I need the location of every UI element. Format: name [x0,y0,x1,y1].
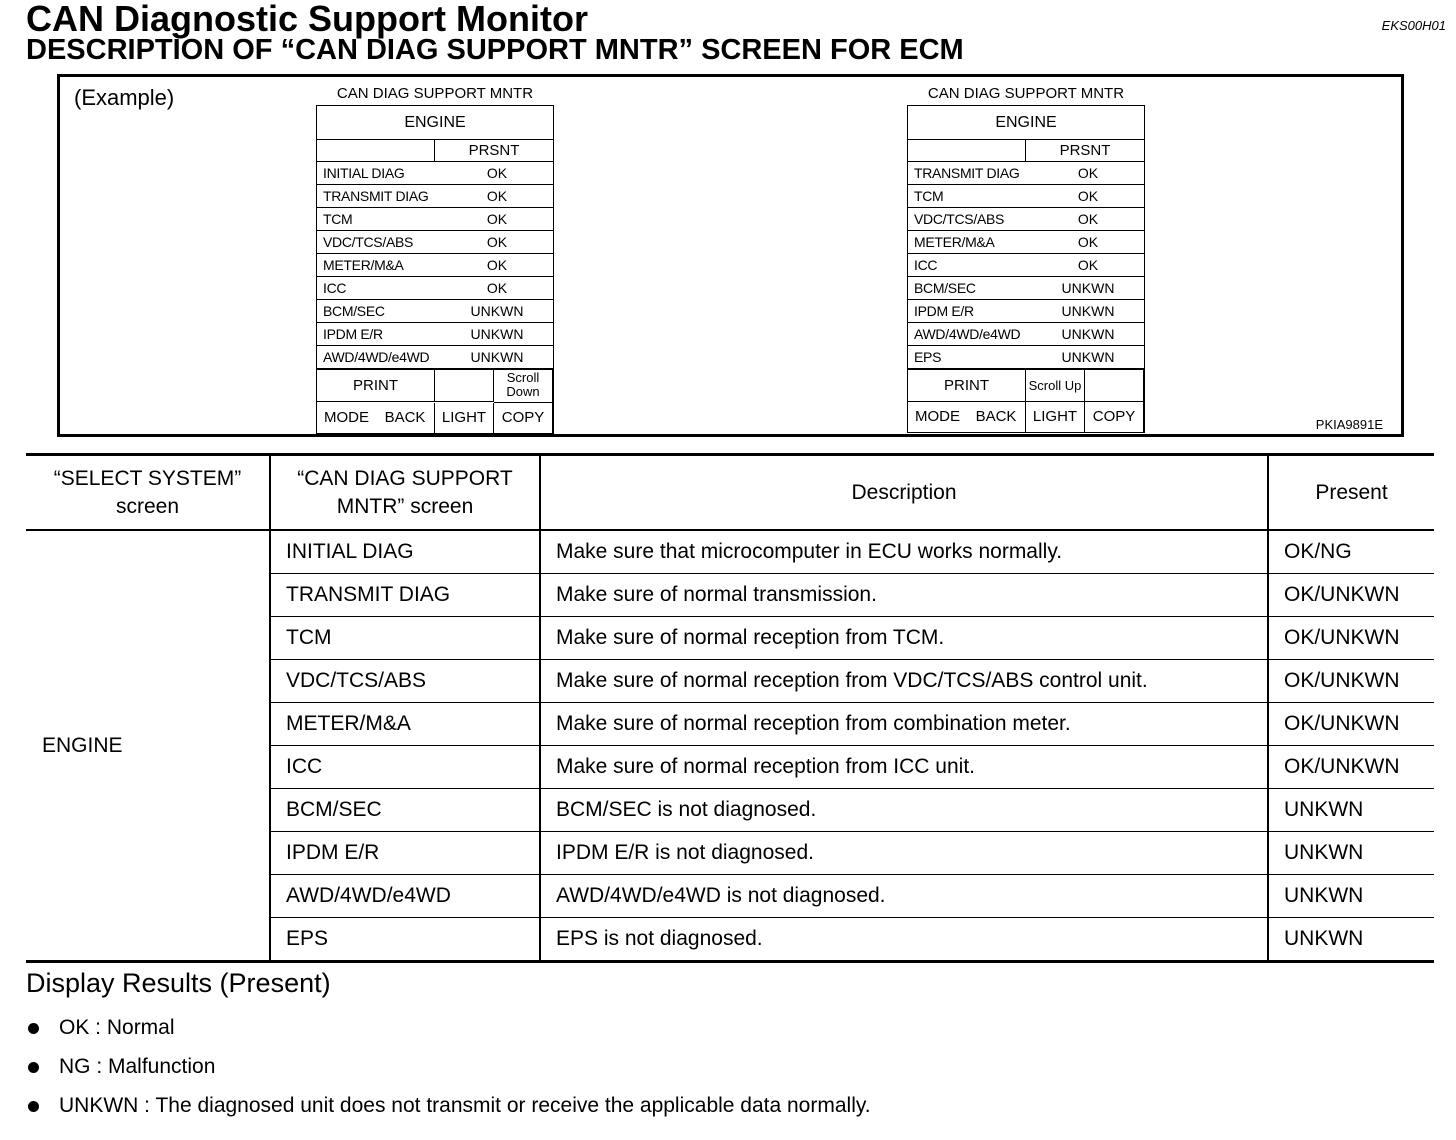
present-cell: UNKWN [1268,832,1434,875]
present-cell: OK/UNKWN [1268,574,1434,617]
row-value: OK [486,280,508,296]
screen-row [908,208,1144,231]
screen-row [317,323,553,346]
row-name: AWD/4WD/e4WD [914,326,1021,342]
print-button[interactable]: PRINT [317,370,435,402]
description-cell: Make sure of normal reception from combination meter. [540,703,1268,746]
row-value: OK [486,234,508,250]
row-name: ICC [914,257,938,273]
back-button[interactable]: BACK [967,402,1026,432]
row-name: VDC/TCS/ABS [914,211,1005,227]
system-cell: ENGINE [26,530,270,962]
legend-item [26,1016,175,1040]
row-name: BCM/SEC [914,280,976,296]
row-value: OK [1077,188,1099,204]
item-cell: TRANSMIT DIAG [270,574,540,617]
row-name: EPS [914,349,942,365]
example-screen-1 [316,83,554,434]
item-cell: EPS [270,918,540,962]
item-cell: BCM/SEC [270,789,540,832]
present-cell: OK/UNKWN [1268,746,1434,789]
bullet-icon [28,1062,39,1073]
screen-body [316,105,554,434]
present-cell: OK/UNKWN [1268,660,1434,703]
screen-buttons [317,370,553,433]
screen-title: CAN DIAG SUPPORT MNTR [336,85,534,102]
screen-row [908,323,1144,346]
light-button[interactable]: LIGHT [1026,402,1085,432]
bullet-icon [28,1101,39,1112]
description-cell: Make sure of normal reception from ICC unit. [540,746,1268,789]
row-value: UNKWN [1061,326,1115,342]
screen-row [908,185,1144,208]
row-name: TRANSMIT DIAG [323,188,429,204]
row-value: OK [486,188,508,204]
screen-row [317,208,553,231]
table-row [26,530,1434,574]
row-name: BCM/SEC [323,303,385,319]
row-value: UNKWN [470,349,524,365]
figure-code: PKIA9891E [1315,417,1383,432]
screen-row [908,231,1144,254]
example-figure [57,74,1404,437]
screen-row [908,300,1144,323]
legend-title: Display Results (Present) [26,968,331,998]
row-name: VDC/TCS/ABS [323,234,414,250]
screen-row [908,277,1144,300]
row-value: UNKWN [1061,303,1115,319]
screen-row [317,254,553,277]
screen-title: CAN DIAG SUPPORT MNTR [927,85,1125,102]
example-screen-2 [907,83,1145,433]
reference-code: EKS00H01 [1381,18,1446,33]
present-cell: UNKWN [1268,875,1434,918]
header-description: Description [540,455,1268,531]
legend-text: UNKWN : The diagnosed unit does not transmit or receive the applicable data normally. [59,1094,871,1117]
row-name: METER/M&A [323,257,404,273]
scroll-up-button[interactable]: Scroll Up [1026,370,1085,402]
mode-button[interactable]: MODE [324,409,369,426]
description-cell: Make sure of normal reception from TCM. [540,617,1268,660]
row-name: IPDM E/R [914,303,974,319]
legend-text: OK : Normal [59,1016,175,1039]
back-button[interactable]: BACK [376,403,435,433]
row-name: TRANSMIT DIAG [914,165,1020,181]
row-value: OK [1077,211,1099,227]
legend-item [26,1094,871,1118]
row-name: TCM [323,211,353,227]
example-label: (Example) [74,85,175,110]
page-title: CAN Diagnostic Support Monitor [26,0,588,39]
description-table [26,453,1434,963]
screen-header: ENGINE [908,106,1144,140]
item-cell: AWD/4WD/e4WD [270,875,540,918]
screen-row [317,300,553,323]
present-cell: OK/NG [1268,530,1434,574]
column-label: PRSNT [1059,142,1111,159]
screen-row [908,254,1144,277]
item-cell: IPDM E/R [270,832,540,875]
row-name: TCM [914,188,944,204]
item-cell: METER/M&A [270,703,540,746]
row-value: OK [1077,165,1099,181]
row-name: INITIAL DIAG [323,165,405,181]
row-name: METER/M&A [914,234,995,250]
light-button[interactable]: LIGHT [435,403,494,433]
legend-item [26,1055,215,1079]
copy-button[interactable]: COPY [494,403,553,433]
item-cell: INITIAL DIAG [270,530,540,574]
screen-body [907,105,1145,433]
row-value: OK [486,257,508,273]
row-value: UNKWN [1061,349,1115,365]
print-button[interactable]: PRINT [908,370,1026,402]
screen-row [317,346,553,370]
copy-button[interactable]: COPY [1085,402,1144,432]
description-cell: Make sure of normal reception from VDC/TCS/ABS control unit. [540,660,1268,703]
screen-row [317,231,553,254]
item-cell: TCM [270,617,540,660]
screen-column-header [908,140,1144,162]
description-cell: Make sure that microcomputer in ECU works normally. [540,530,1268,574]
description-cell: BCM/SEC is not diagnosed. [540,789,1268,832]
screen-row [317,162,553,185]
scroll-down-button[interactable]: Scroll Down [494,370,553,403]
row-value: OK [1077,234,1099,250]
screen-row [317,185,553,208]
section-heading: DESCRIPTION OF “CAN DIAG SUPPORT MNTR” SCREEN FOR ECM [26,34,964,66]
row-value: OK [1077,257,1099,273]
mode-button[interactable]: MODE [915,408,960,425]
row-value: UNKWN [1061,280,1115,296]
description-cell: EPS is not diagnosed. [540,918,1268,962]
row-value: OK [486,165,508,181]
row-value: UNKWN [470,326,524,342]
present-cell: UNKWN [1268,918,1434,962]
table-header-row [26,455,1434,531]
row-value: OK [486,211,508,227]
header-present: Present [1268,455,1434,531]
row-value: UNKWN [470,303,524,319]
item-cell: ICC [270,746,540,789]
screen-column-header [317,140,553,162]
screen-row [908,346,1144,370]
description-cell: AWD/4WD/e4WD is not diagnosed. [540,875,1268,918]
screen-header: ENGINE [317,106,553,140]
bullet-icon [28,1023,39,1034]
column-label: PRSNT [468,142,520,159]
row-name: AWD/4WD/e4WD [323,349,430,365]
row-name: IPDM E/R [323,326,383,342]
present-cell: OK/UNKWN [1268,617,1434,660]
item-cell: VDC/TCS/ABS [270,660,540,703]
present-cell: UNKWN [1268,789,1434,832]
present-cell: OK/UNKWN [1268,703,1434,746]
row-name: ICC [323,280,347,296]
header-can-diag: “CAN DIAG SUPPORT MNTR” screen [270,455,540,531]
screen-buttons [908,370,1144,432]
description-cell: IPDM E/R is not diagnosed. [540,832,1268,875]
screen-row [908,162,1144,185]
header-select-system: “SELECT SYSTEM” screen [26,455,270,531]
legend-text: NG : Malfunction [59,1055,216,1078]
description-cell: Make sure of normal transmission. [540,574,1268,617]
screen-row [317,277,553,300]
